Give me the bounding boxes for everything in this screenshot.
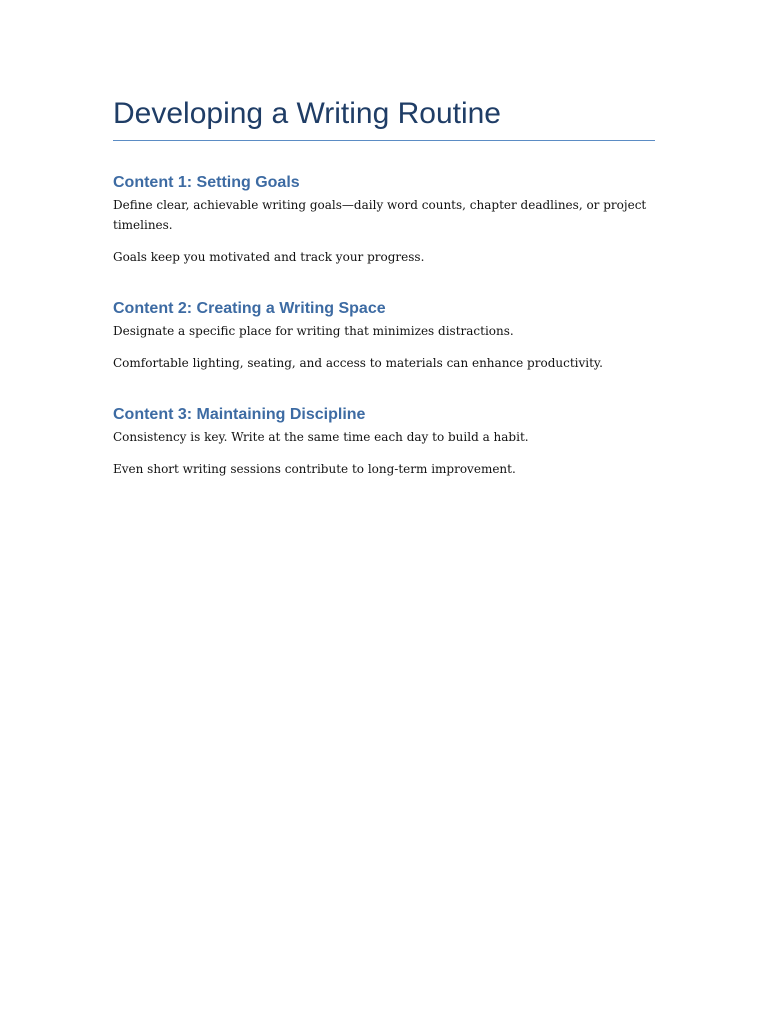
section-paragraph: Designate a specific place for writing that minimizes distractions. [113, 324, 514, 338]
section-paragraph: Even short writing sessions contribute to long-term improvement. [113, 462, 516, 476]
section-paragraph: Comfortable lighting, seating, and access to materials can enhance productivity. [113, 356, 603, 370]
section-discipline [113, 404, 655, 479]
section-heading: Content 2: Creating a Writing Space [113, 300, 386, 317]
section-writing-space [113, 298, 655, 373]
section-paragraph: Consistency is key. Write at the same time each day to build a habit. [113, 430, 529, 444]
section-heading: Content 3: Maintaining Discipline [113, 406, 366, 423]
document-page [113, 94, 655, 479]
section-paragraph: Define clear, achievable writing goals—daily word counts, chapter deadlines, or project timelines. [113, 198, 647, 232]
section-setting-goals [113, 172, 655, 267]
section-heading: Content 1: Setting Goals [113, 174, 300, 191]
document-title: Developing a Writing Routine [113, 94, 655, 141]
section-paragraph: Goals keep you motivated and track your progress. [113, 250, 425, 264]
